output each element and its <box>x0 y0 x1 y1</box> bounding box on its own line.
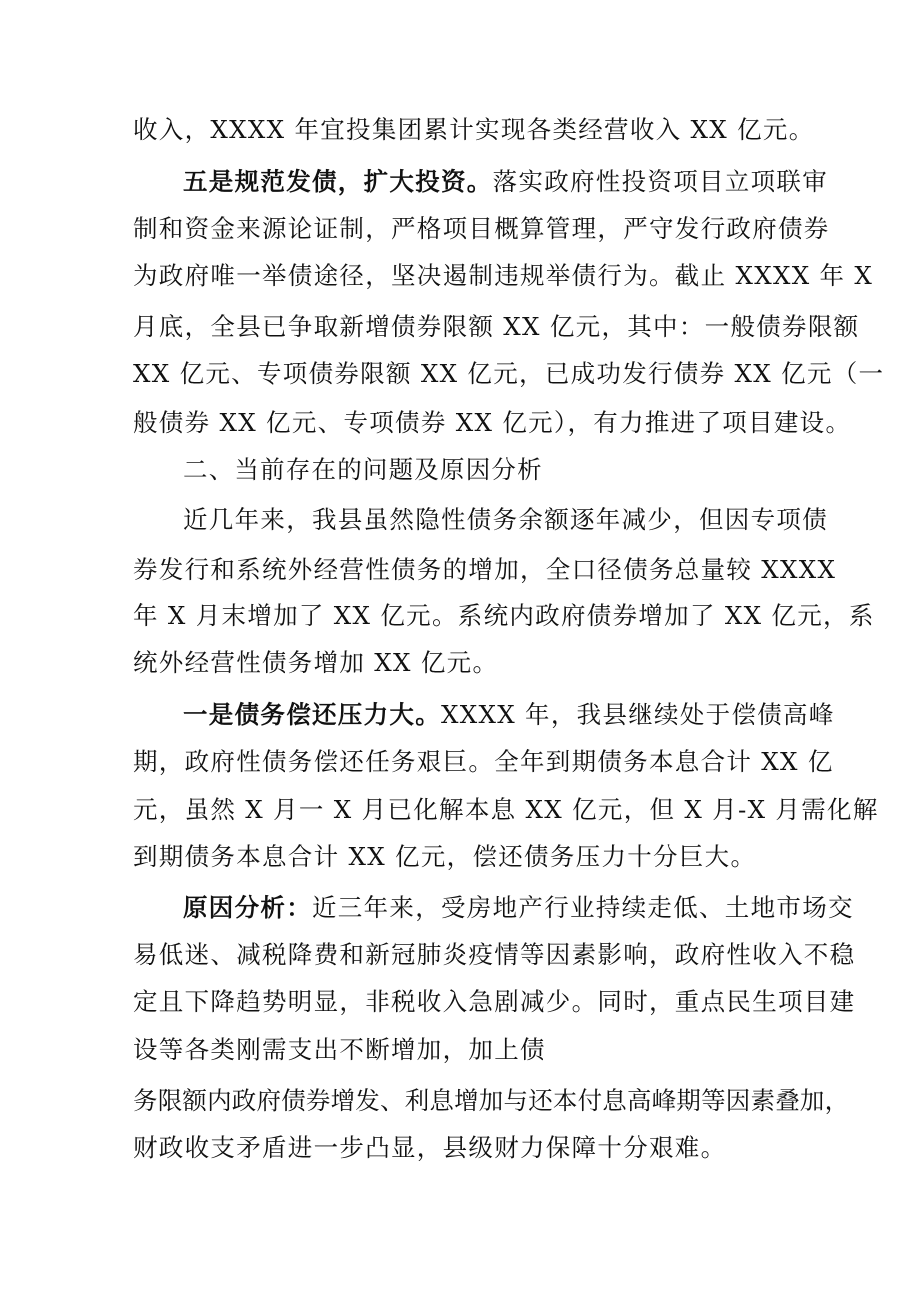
text-line-19: 定且下降趋势明显，非税收入急剧减少。同时，重点民生项目建 <box>133 987 856 1016</box>
text-line-9: 近几年来，我县虽然隐性债务余额逐年减少，但因专项债 <box>183 505 828 534</box>
text-line-7: 般债券 XX 亿元、专项债券 XX 亿元），有力推进了项目建设。 <box>133 408 852 437</box>
text-line-5: 月底，全县已争取新增债券限额 XX 亿元，其中：一般债券限额 <box>133 312 860 341</box>
text-line-6: XX 亿元、专项债券限额 XX 亿元，已成功发行债券 XX 亿元（一 <box>133 359 885 388</box>
text-line-14: 期，政府性债务偿还任务艰巨。全年到期债务本息合计 XX 亿 <box>133 747 834 776</box>
paragraph-5-text: 落实政府性投资项目立项联审 <box>492 167 829 196</box>
paragraph-1-text: XXXX 年，我县继续处于偿债高峰 <box>441 700 835 729</box>
text-line-12: 统外经营性债务增加 XX 亿元。 <box>133 648 499 677</box>
paragraph-5-lead: 五是规范发债，扩大投资。 <box>183 167 493 196</box>
text-line-21: 务限额内政府债券增发、利息增加与还本付息高峰期等因素叠加， <box>133 1086 850 1115</box>
text-line-15: 元，虽然 X 月一 X 月已化解本息 XX 亿元，但 X 月-X 月需化解 <box>133 795 879 824</box>
text-line-20: 设等各类刚需支出不断增加，加上债 <box>133 1035 546 1064</box>
text-line-10: 券发行和系统外经营性债务的增加，全口径债务总量较 XXXX <box>133 555 837 584</box>
cause-analysis-first-line <box>183 893 854 923</box>
text-line-22: 财政收支矛盾进一步凸显，县级财力保障十分艰难。 <box>133 1133 727 1162</box>
section-heading-2: 二、当前存在的问题及原因分析 <box>183 455 543 484</box>
cause-analysis-text: 近三年来，受房地产行业持续走低、土地市场交 <box>312 893 854 922</box>
text-line-1: 收入，XXXX 年宜投集团累计实现各类经营收入 XX 亿元。 <box>133 115 815 144</box>
text-line-16: 到期债务本息合计 XX 亿元，偿还债务压力十分巨大。 <box>133 842 757 871</box>
paragraph-1-lead: 一是债务偿还压力大。 <box>183 700 441 729</box>
cause-analysis-lead: 原因分析： <box>183 893 312 922</box>
text-line-18: 易低迷、减税降费和新冠肺炎疫情等因素影响，政府性收入不稳 <box>133 940 856 969</box>
paragraph-1-first-line <box>183 700 835 730</box>
paragraph-5-first-line <box>183 167 829 197</box>
text-line-4: 为政府唯一举债途径，坚决遏制违规举债行为。截止 XXXX 年 X <box>133 261 874 290</box>
text-line-11: 年 X 月末增加了 XX 亿元。系统内政府债券增加了 XX 亿元，系 <box>133 601 875 630</box>
text-line-3: 制和资金来源论证制，严格项目概算管理，严守发行政府债券 <box>133 214 830 243</box>
